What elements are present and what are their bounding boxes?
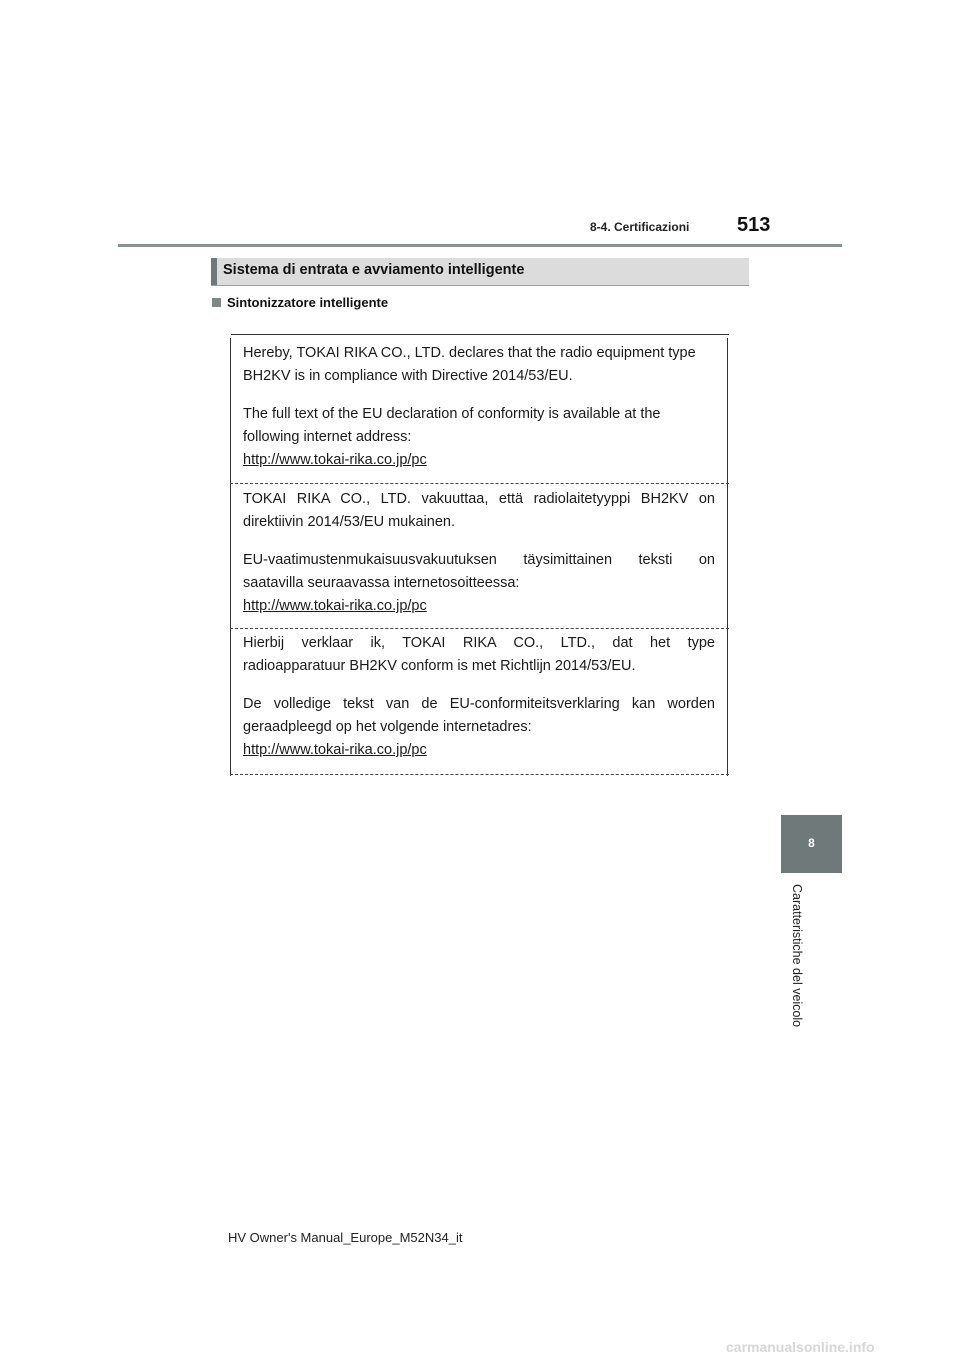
declaration-text: direktiivin 2014/53/EU mukainen. <box>243 514 455 530</box>
declaration-text: Hereby, TOKAI RIKA CO., LTD. declares that the radio equipment type <box>243 345 696 361</box>
page-number: 513 <box>737 214 771 236</box>
chapter-title: Caratteristiche del veicolo <box>790 884 804 1028</box>
section-title-box <box>211 258 749 286</box>
square-bullet-icon <box>212 298 221 307</box>
declaration-text: The full text of the EU declaration of conformity is available at the <box>243 406 661 422</box>
watermark: carmanualsonline.info <box>726 1339 875 1355</box>
section-reference: 8-4. Certificazioni <box>590 220 690 234</box>
chapter-number: 8 <box>808 836 815 850</box>
subheading: Sintonizzatore intelligente <box>227 295 389 310</box>
declaration-english <box>231 338 727 472</box>
declaration-dutch <box>231 628 727 762</box>
declaration-text: radioapparatuur BH2KV conform is met Richtlijn 2014/53/EU. <box>243 658 636 674</box>
declaration-url-link[interactable]: http://www.tokai-rika.co.jp/pc <box>243 742 427 758</box>
declaration-of-conformity <box>230 338 728 776</box>
declaration-text: following internet address: <box>243 429 412 445</box>
declaration-text: geraadpleegd op het volgende internetadres: <box>243 719 532 735</box>
declaration-text: TOKAI RIKA CO., LTD. vakuuttaa, että radiolaitetyyppi BH2KV on <box>243 491 715 507</box>
dashed-divider <box>230 774 729 775</box>
declaration-url-link[interactable]: http://www.tokai-rika.co.jp/pc <box>243 598 427 614</box>
section-accent-bar <box>211 258 217 285</box>
declaration-text: Hierbij verklaar ik, TOKAI RIKA CO., LTD., dat het type <box>243 635 715 651</box>
declaration-text: EU-vaatimustenmukaisuusvakuutuksen täysimittainen teksti on <box>243 552 715 568</box>
header-divider <box>118 244 842 247</box>
declaration-text: De volledige tekst van de EU-conformiteitsverklaring kan worden <box>243 696 715 712</box>
declaration-top-border <box>231 334 729 335</box>
declaration-url-link[interactable]: http://www.tokai-rika.co.jp/pc <box>243 452 427 468</box>
footer-manual-name: HV Owner's Manual_Europe_M52N34_it <box>228 1230 463 1245</box>
section-title: Sistema di entrata e avviamento intelligente <box>223 262 525 278</box>
declaration-text: saatavilla seuraavassa internetosoitteessa: <box>243 575 520 591</box>
declaration-finnish <box>231 484 727 618</box>
declaration-text: BH2KV is in compliance with Directive 2014/53/EU. <box>243 368 573 384</box>
